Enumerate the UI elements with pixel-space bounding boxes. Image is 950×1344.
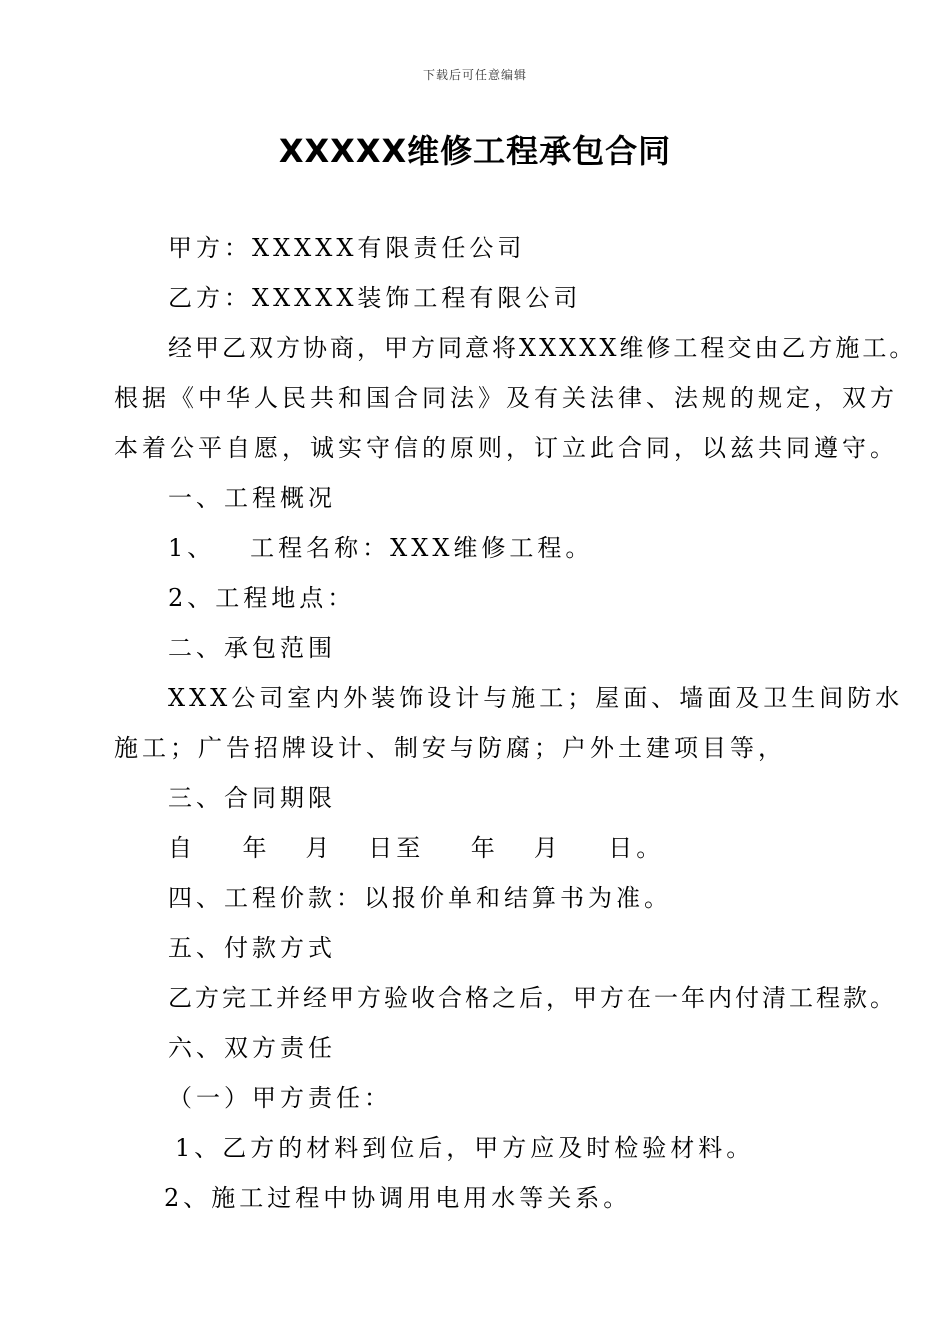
party-a-line: 甲方：XXXXX有限责任公司 xyxy=(168,234,526,262)
header-note: 下载后可任意编辑 xyxy=(422,68,527,82)
project-location-line: 2、工程地点： xyxy=(168,584,356,612)
party-b-line: 乙方：XXXXX装饰工程有限公司 xyxy=(168,284,582,312)
payment-terms-line: 乙方完工并经甲方验收合格之后，甲方在一年内付清工程款。 xyxy=(168,984,897,1012)
section-heading-1: 一、工程概况 xyxy=(168,484,336,512)
scope-paragraph-line-1: XXX公司室内外装饰设计与施工；屋面、墙面及卫生间防水 xyxy=(168,684,904,712)
contract-period-line: 自 年 月 日至 年 月 日。 xyxy=(168,834,665,862)
party-a-duty-1: 1、乙方的材料到位后，甲方应及时检验材料。 xyxy=(175,1134,755,1162)
section-heading-2: 二、承包范围 xyxy=(168,634,336,662)
scope-paragraph-line-2: 施工；广告招牌设计、制安与防腐；户外土建项目等， xyxy=(114,734,786,762)
intro-paragraph-line-2: 根据《中华人民共和国合同法》及有关法律、法规的规定，双方 xyxy=(114,384,898,412)
section-heading-5: 五、付款方式 xyxy=(168,934,336,962)
intro-paragraph-line-1: 经甲乙双方协商，甲方同意将XXXXX维修工程交由乙方施工。 xyxy=(168,334,917,362)
section-heading-4: 四、工程价款：以报价单和结算书为准。 xyxy=(168,884,672,912)
project-name-line: 1、 工程名称：XXX维修工程。 xyxy=(168,534,594,562)
intro-paragraph-line-3: 本着公平自愿，诚实守信的原则，订立此合同，以兹共同遵守。 xyxy=(114,434,898,462)
section-heading-6: 六、双方责任 xyxy=(168,1034,336,1062)
party-a-duties-heading: （一）甲方责任： xyxy=(168,1084,392,1112)
party-a-duty-2: 2、施工过程中协调用电用水等关系。 xyxy=(164,1184,632,1212)
section-heading-3: 三、合同期限 xyxy=(168,784,336,812)
contract-title: XXXXX维修工程承包合同 xyxy=(278,132,672,170)
